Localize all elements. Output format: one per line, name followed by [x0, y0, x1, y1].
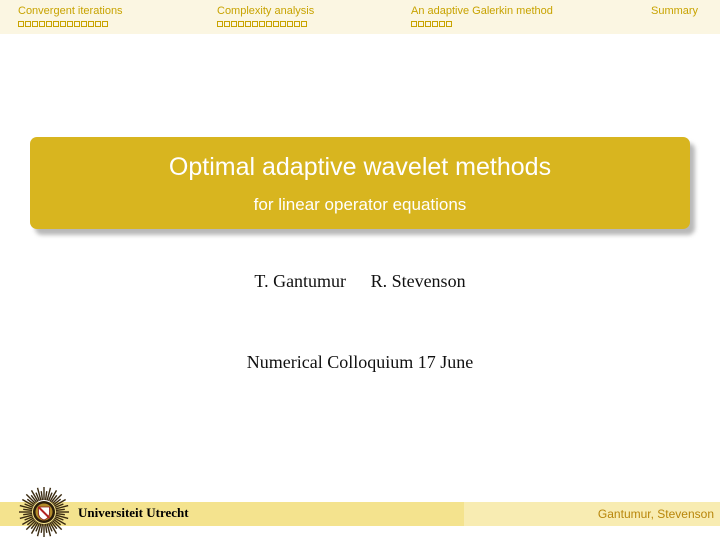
mini-frame-dot[interactable]: [74, 21, 80, 27]
mini-frame-dot[interactable]: [32, 21, 38, 27]
mini-frame-dot[interactable]: [25, 21, 31, 27]
mini-frame-dot[interactable]: [418, 21, 424, 27]
mini-frame-dot[interactable]: [39, 21, 45, 27]
nav-section-convergent-iterations[interactable]: [18, 4, 123, 27]
mini-frame-dot[interactable]: [273, 21, 279, 27]
mini-frame-dot[interactable]: [294, 21, 300, 27]
author-list: [0, 271, 720, 292]
footer-bar: [0, 502, 720, 526]
mini-frame-dot[interactable]: [301, 21, 307, 27]
nav-section-adaptive-galerkin[interactable]: [411, 4, 553, 27]
mini-frame-dot[interactable]: [53, 21, 59, 27]
mini-frame-dot[interactable]: [231, 21, 237, 27]
navigation-bar: [0, 0, 720, 34]
mini-frame-dot[interactable]: [18, 21, 24, 27]
mini-frame-dot[interactable]: [60, 21, 66, 27]
mini-frame-dot[interactable]: [245, 21, 251, 27]
presentation-subtitle: for linear operator equations: [253, 195, 467, 214]
author-name: T. Gantumur: [254, 271, 347, 291]
mini-frame-dot[interactable]: [102, 21, 108, 27]
institution-name: Universiteit Utrecht: [78, 505, 189, 520]
event-date: Numerical Colloquium 17 June: [246, 352, 474, 372]
mini-frame-dot[interactable]: [280, 21, 286, 27]
nav-section-label[interactable]: Complexity analysis: [217, 5, 315, 17]
nav-section-complexity-analysis[interactable]: [217, 4, 314, 27]
mini-frame-dot[interactable]: [95, 21, 101, 27]
mini-frame-dot[interactable]: [446, 21, 452, 27]
mini-frame-dot[interactable]: [67, 21, 73, 27]
mini-frame-dot[interactable]: [238, 21, 244, 27]
nav-section-label[interactable]: Summary: [651, 5, 699, 17]
footer-author-panel: [464, 502, 720, 526]
presentation-title: Optimal adaptive wavelet methods: [168, 153, 552, 181]
author-name: R. Stevenson: [370, 271, 466, 291]
mini-frame-dot[interactable]: [439, 21, 445, 27]
mini-frame-dots: [217, 21, 314, 27]
nav-section-label[interactable]: Convergent iterations: [18, 5, 123, 17]
mini-frame-dot[interactable]: [432, 21, 438, 27]
nav-section-label[interactable]: An adaptive Galerkin method: [411, 5, 553, 17]
mini-frame-dot[interactable]: [266, 21, 272, 27]
mini-frame-dot[interactable]: [259, 21, 265, 27]
mini-frame-dots: [411, 21, 553, 27]
footer-authors: Gantumur, Stevenson: [597, 507, 714, 521]
mini-frame-dot[interactable]: [411, 21, 417, 27]
mini-frame-dot[interactable]: [81, 21, 87, 27]
mini-frame-dot[interactable]: [425, 21, 431, 27]
mini-frame-dot[interactable]: [252, 21, 258, 27]
mini-frame-dot[interactable]: [224, 21, 230, 27]
nav-section-summary[interactable]: [651, 4, 698, 18]
university-sun-emblem-icon: [18, 486, 70, 538]
mini-frame-dot[interactable]: [287, 21, 293, 27]
mini-frame-dot[interactable]: [217, 21, 223, 27]
mini-frame-dot[interactable]: [88, 21, 94, 27]
title-box: [30, 137, 690, 229]
mini-frame-dots: [18, 21, 123, 27]
mini-frame-dot[interactable]: [46, 21, 52, 27]
